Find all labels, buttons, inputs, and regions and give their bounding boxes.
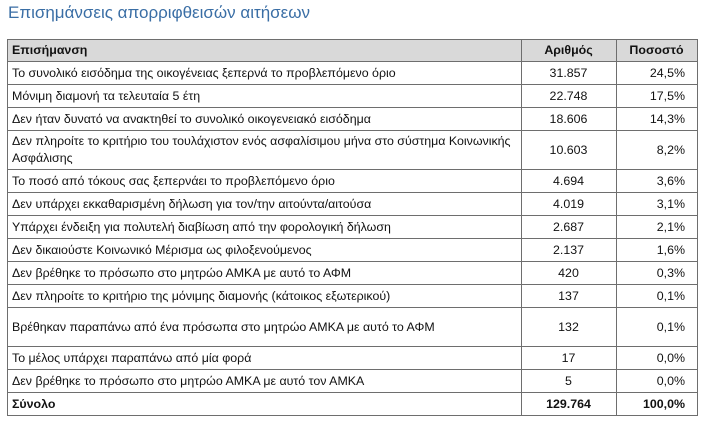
total-count: 129.764 (522, 393, 617, 416)
row-percent: 3,1% (617, 193, 698, 216)
row-percent: 0,0% (617, 370, 698, 393)
table-row (8, 85, 698, 108)
table-row (8, 131, 698, 170)
table-row (8, 62, 698, 85)
row-count: 18.606 (522, 108, 617, 131)
row-label: Το συνολικό εισόδημα της οικογένειας ξεπερνά το προβλεπόμενο όριο (8, 62, 522, 85)
row-count: 137 (522, 285, 617, 308)
row-percent: 3,6% (617, 170, 698, 193)
row-percent: 17,5% (617, 85, 698, 108)
row-count: 4.694 (522, 170, 617, 193)
row-label: Δεν υπάρχει εκκαθαρισμένη δήλωση για τον/την αιτούντα/αιτούσα (8, 193, 522, 216)
table-row (8, 370, 698, 393)
table-row (8, 170, 698, 193)
row-percent: 0,0% (617, 347, 698, 370)
table-row (8, 262, 698, 285)
row-count: 2.137 (522, 239, 617, 262)
row-count: 17 (522, 347, 617, 370)
row-percent: 0,1% (617, 285, 698, 308)
row-label: Δεν ήταν δυνατό να ανακτηθεί το συνολικό οικογενειακό εισόδημα (8, 108, 522, 131)
row-label: Δεν βρέθηκε το πρόσωπο στο μητρώο ΑΜΚΑ με αυτό τον ΑΜΚΑ (8, 370, 522, 393)
row-percent: 1,6% (617, 239, 698, 262)
table-row (8, 216, 698, 239)
row-count: 2.687 (522, 216, 617, 239)
row-label: Βρέθηκαν παραπάνω από ένα πρόσωπα στο μητρώο ΑΜΚΑ με αυτό το ΑΦΜ (8, 308, 522, 347)
row-label: Δεν πληροίτε το κριτήριο του τουλάχιστον ενός ασφαλίσιμου μήνα στο σύστημα Κοινωνικής Ασφάλισης (8, 131, 522, 170)
row-count: 132 (522, 308, 617, 347)
table-row (8, 193, 698, 216)
page-title: Επισημάνσεις απορριφθεισών αιτήσεων (8, 3, 311, 22)
row-label: Το ποσό από τόκους σας ξεπερνάει το προβλεπόμενο όριο (8, 170, 522, 193)
table-row (8, 285, 698, 308)
row-label: Δεν πληροίτε το κριτήριο της μόνιμης διαμονής (κάτοικος εξωτερικού) (8, 285, 522, 308)
row-label: Δεν δικαιούστε Κοινωνικό Μέρισμα ως φιλοξενούμενος (8, 239, 522, 262)
header-flag: Επισήμανση (8, 40, 522, 62)
row-count: 31.857 (522, 62, 617, 85)
row-percent: 0,1% (617, 308, 698, 347)
table-total-row (8, 393, 698, 416)
row-label: Υπάρχει ένδειξη για πολυτελή διαβίωση από την φορολογική δήλωση (8, 216, 522, 239)
total-percent: 100,0% (617, 393, 698, 416)
row-percent: 14,3% (617, 108, 698, 131)
header-percent: Ποσοστό (617, 40, 698, 62)
row-count: 4.019 (522, 193, 617, 216)
row-count: 5 (522, 370, 617, 393)
row-count: 420 (522, 262, 617, 285)
row-percent: 0,3% (617, 262, 698, 285)
row-percent: 8,2% (617, 131, 698, 170)
table-row (8, 347, 698, 370)
header-count: Αριθμός (522, 40, 617, 62)
table-row (8, 308, 698, 347)
table-row (8, 108, 698, 131)
row-percent: 24,5% (617, 62, 698, 85)
row-count: 22.748 (522, 85, 617, 108)
row-label: Δεν βρέθηκε το πρόσωπο στο μητρώο ΑΜΚΑ με αυτό το ΑΦΜ (8, 262, 522, 285)
table-row (8, 239, 698, 262)
rejection-flags-table (7, 39, 698, 416)
row-count: 10.603 (522, 131, 617, 170)
row-label: Το μέλος υπάρχει παραπάνω από μία φορά (8, 347, 522, 370)
row-label: Μόνιμη διαμονή τα τελευταία 5 έτη (8, 85, 522, 108)
total-label: Σύνολο (8, 393, 522, 416)
row-percent: 2,1% (617, 216, 698, 239)
table-header-row (8, 40, 698, 62)
rejection-flags-table-container (7, 39, 697, 416)
